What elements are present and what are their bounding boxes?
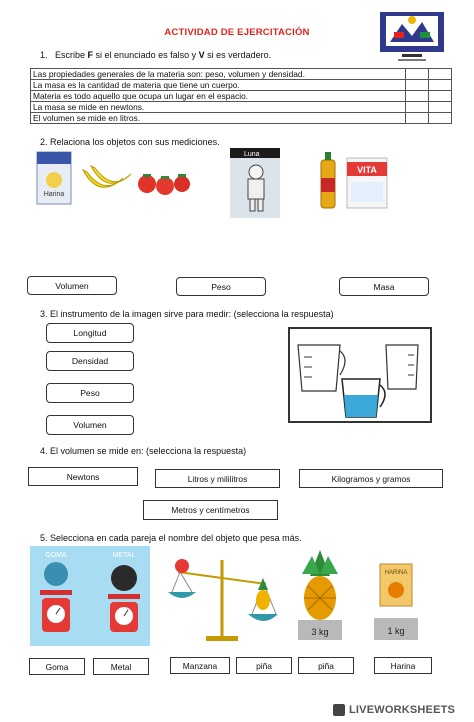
image-apple-pineapple-balance	[166, 548, 278, 646]
option-goma[interactable]: Goma	[29, 658, 85, 675]
harina-bag-label: Harina	[43, 191, 65, 198]
option-litros-y-mililitros[interactable]: Litros y mililitros	[155, 469, 280, 488]
page-title: ACTIVIDAD DE EJERCITACIÓN	[164, 27, 310, 38]
option-metros-y-centimetros[interactable]: Metros y centímetros	[143, 500, 278, 520]
answer-cell[interactable]	[406, 80, 429, 91]
answer-cell[interactable]	[406, 91, 429, 102]
image-goma-metal-scales	[30, 546, 150, 646]
liveworksheets-logo-icon	[333, 704, 345, 716]
option-metal[interactable]: Metal	[93, 658, 149, 675]
option-masa[interactable]: Masa	[339, 277, 429, 296]
question-1: 1. Escribe F si el enunciado es falso y V si es verdadero.	[40, 50, 272, 60]
statement-cell: La masa es la cantidad de materia que tiene un cuerpo.	[31, 80, 406, 91]
statement-cell: La masa se mide en newtons.	[31, 102, 406, 113]
option-newtons[interactable]: Newtons	[28, 467, 138, 486]
answer-cell[interactable]	[406, 102, 429, 113]
question-3: 3. El instrumento de la imagen sirve para medir: (selecciona la respuesta)	[40, 309, 334, 319]
statement-cell: Materia es todo aquello que ocupa un lugar en el espacio.	[31, 91, 406, 102]
option-manzana[interactable]: Manzana	[170, 657, 230, 674]
luna-label: Luna	[244, 151, 260, 158]
image-oil-and-milk	[313, 148, 393, 218]
option-volumen[interactable]: Volumen	[27, 276, 117, 295]
weight-3kg-label: 3 kg	[311, 627, 329, 637]
question-4: 4. El volumen se mide en: (selecciona la respuesta)	[40, 446, 247, 456]
school-logo	[380, 12, 444, 64]
option-pina-left[interactable]: piña	[236, 657, 292, 674]
option-densidad[interactable]: Densidad	[46, 351, 134, 371]
goma-label: GOMA	[45, 552, 67, 559]
image-astronaut-luna	[230, 148, 280, 218]
table-row	[31, 69, 452, 80]
answer-cell[interactable]	[406, 113, 429, 124]
table-row	[31, 113, 452, 124]
statement-cell: El volumen se mide en litros.	[31, 113, 406, 124]
table-row	[31, 91, 452, 102]
answer-cell-extra	[429, 102, 452, 113]
liveworksheets-brand: LIVEWORKSHEETS	[349, 704, 456, 716]
weight-1kg-label: 1 kg	[387, 626, 405, 636]
metal-label: METAL	[112, 552, 136, 559]
option-longitud[interactable]: Longitud	[46, 323, 134, 343]
image-harina-1kg	[368, 562, 424, 646]
harina-box-label: HARINA	[384, 570, 408, 576]
image-measuring-beakers	[288, 327, 432, 423]
answer-cell-extra	[429, 69, 452, 80]
question-1-number: 1.	[40, 50, 48, 60]
option-kilogramos-y-gramos[interactable]: Kilogramos y gramos	[299, 469, 443, 488]
option-peso[interactable]: Peso	[176, 277, 266, 296]
answer-cell-extra	[429, 80, 452, 91]
option-harina[interactable]: Harina	[374, 657, 432, 674]
true-false-table	[30, 68, 452, 124]
question-2: 2. Relaciona los objetos con sus mediciones.	[40, 137, 220, 147]
table-row	[31, 80, 452, 91]
vita-label: VITA	[357, 165, 377, 175]
answer-cell-extra	[429, 91, 452, 102]
question-5: 5. Selecciona en cada pareja el nombre del objeto que pesa más.	[40, 533, 302, 543]
footer-bar	[0, 700, 474, 722]
statement-cell: Las propiedades generales de la materia son: peso, volumen y densidad.	[31, 69, 406, 80]
answer-cell[interactable]	[406, 69, 429, 80]
answer-cell-extra	[429, 113, 452, 124]
option-pina-right[interactable]: piña	[298, 657, 354, 674]
option-volumen[interactable]: Volumen	[46, 415, 134, 435]
image-pineapple-3kg	[290, 548, 350, 646]
option-peso[interactable]: Peso	[46, 383, 134, 403]
table-row	[31, 102, 452, 113]
image-harina-banana-fresas	[31, 148, 195, 218]
